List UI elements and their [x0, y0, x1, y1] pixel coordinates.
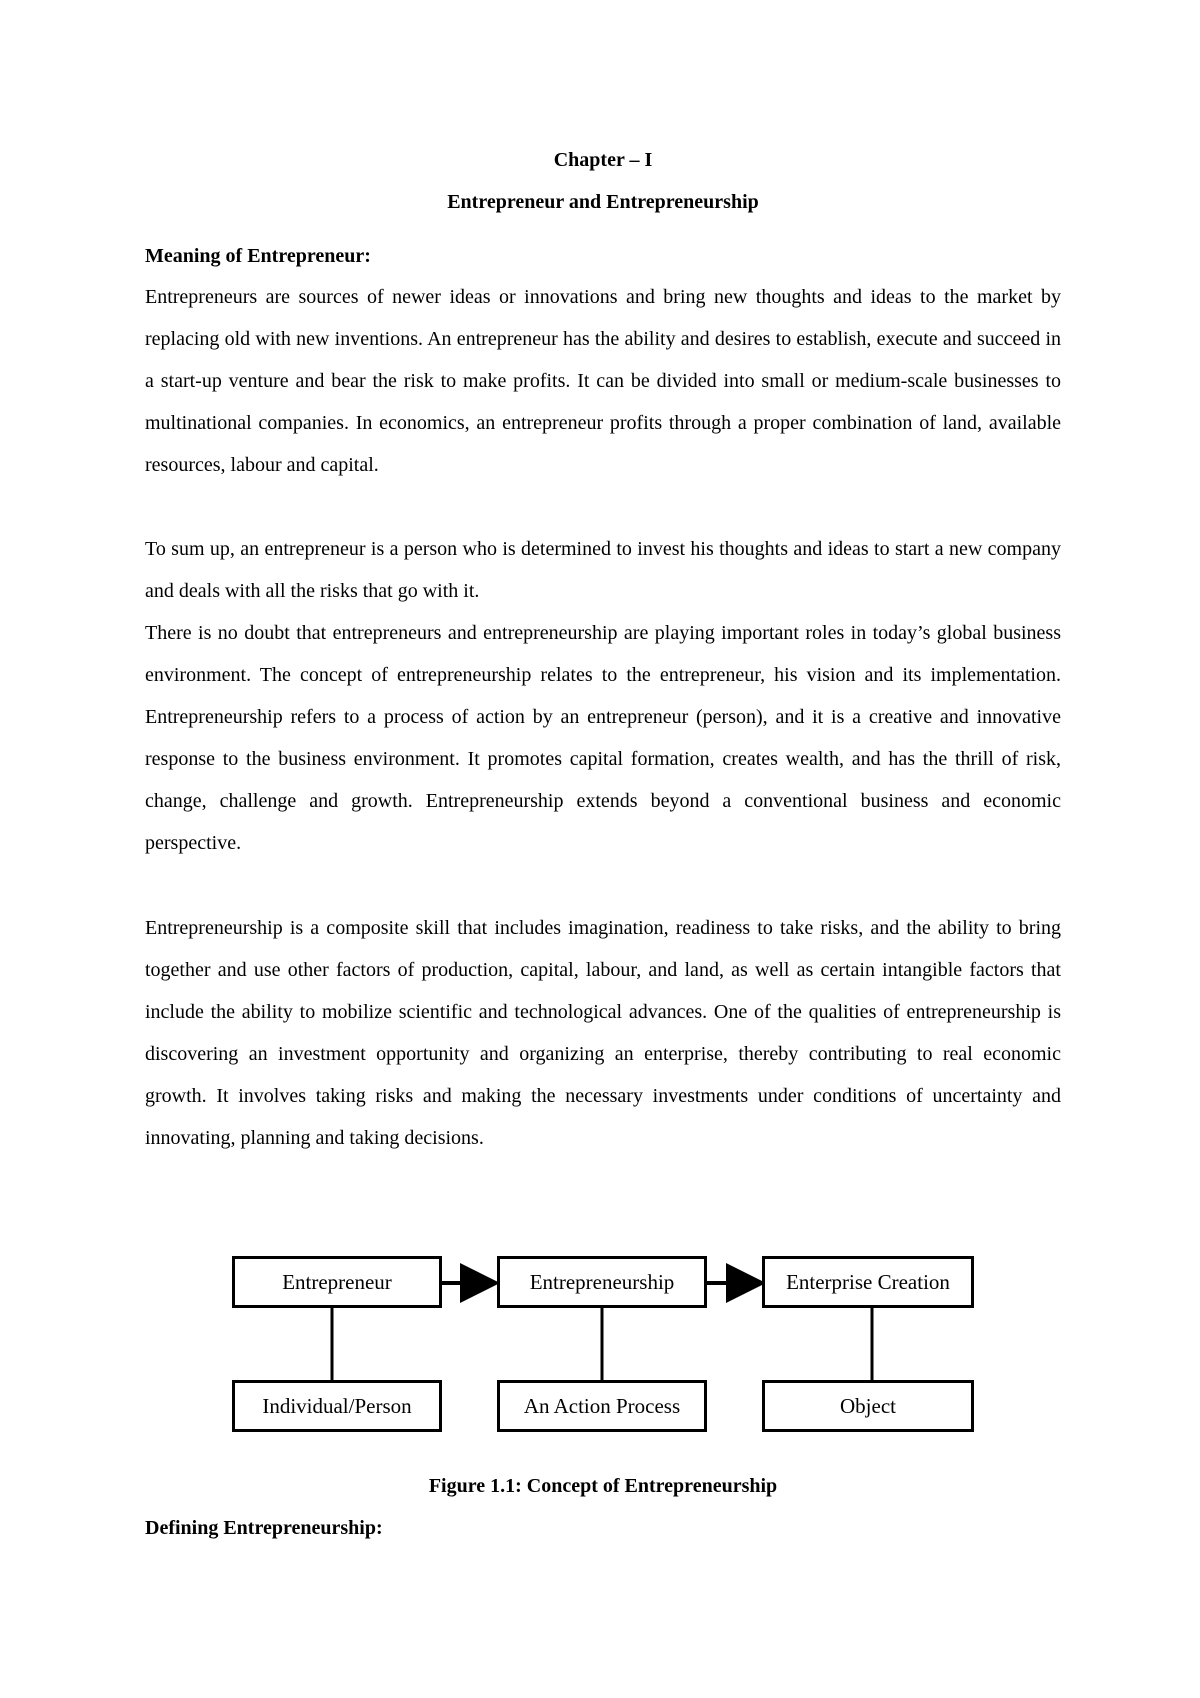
- box-individual-person: Individual/Person: [232, 1380, 442, 1432]
- section-heading-meaning: Meaning of Entrepreneur:: [145, 245, 371, 267]
- paragraph-roles: There is no doubt that entrepreneurs and entrepreneurship are playing important roles in today’s global business environment. The concept of entrepreneurship relates to the entrepreneur, his vision and its implementation. Entrepreneurship refers to a process of action by an entrepreneur (person), and it is a creative and innovative response to the business environment. It promotes capital formation, creates wealth, and has the thrill of risk, change, challenge and growth. Entrepreneurship extends beyond a conventional business and economic perspective.: [145, 622, 1061, 854]
- box-enterprise-creation: Enterprise Creation: [762, 1256, 974, 1308]
- chapter-title: Entrepreneur and Entrepreneurship: [447, 191, 759, 213]
- box-action-process: An Action Process: [497, 1380, 707, 1432]
- box-entrepreneurship: Entrepreneurship: [497, 1256, 707, 1308]
- box-object: Object: [762, 1380, 974, 1432]
- concept-diagram: [232, 1256, 1032, 1436]
- paragraph-meaning: Entrepreneurs are sources of newer ideas or innovations and bring new thoughts and ideas to the market by replacing old with new inventions. An entrepreneur has the ability and desires to establish, execute and succeed in a start-up venture and bear the risk to make profits. It can be divided into small or medium-scale businesses to multinational companies. In economics, an entrepreneur profits through a proper combination of land, available resources, labour and capital.: [145, 286, 1061, 476]
- section-heading-defining: Defining Entrepreneurship:: [145, 1517, 383, 1539]
- paragraph-composite-skill: Entrepreneurship is a composite skill that includes imagination, readiness to take risks, and the ability to bring together and use other factors of production, capital, labour, and land, as well as certain intangible factors that include the ability to mobilize scientific and technological advances. One of the qualities of entrepreneurship is discovering an investment opportunity and organizing an enterprise, thereby contributing to real economic growth. It involves taking risks and making the necessary investments under conditions of uncertainty and innovating, planning and taking decisions.: [145, 917, 1061, 1149]
- figure-caption: Figure 1.1: Concept of Entrepreneurship: [428, 1475, 778, 1497]
- chapter-heading: Chapter – I: [553, 149, 653, 171]
- box-entrepreneur: Entrepreneur: [232, 1256, 442, 1308]
- paragraph-summary: To sum up, an entrepreneur is a person who is determined to invest his thoughts and ideas to start a new company and deals with all the risks that go with it.: [145, 538, 1061, 602]
